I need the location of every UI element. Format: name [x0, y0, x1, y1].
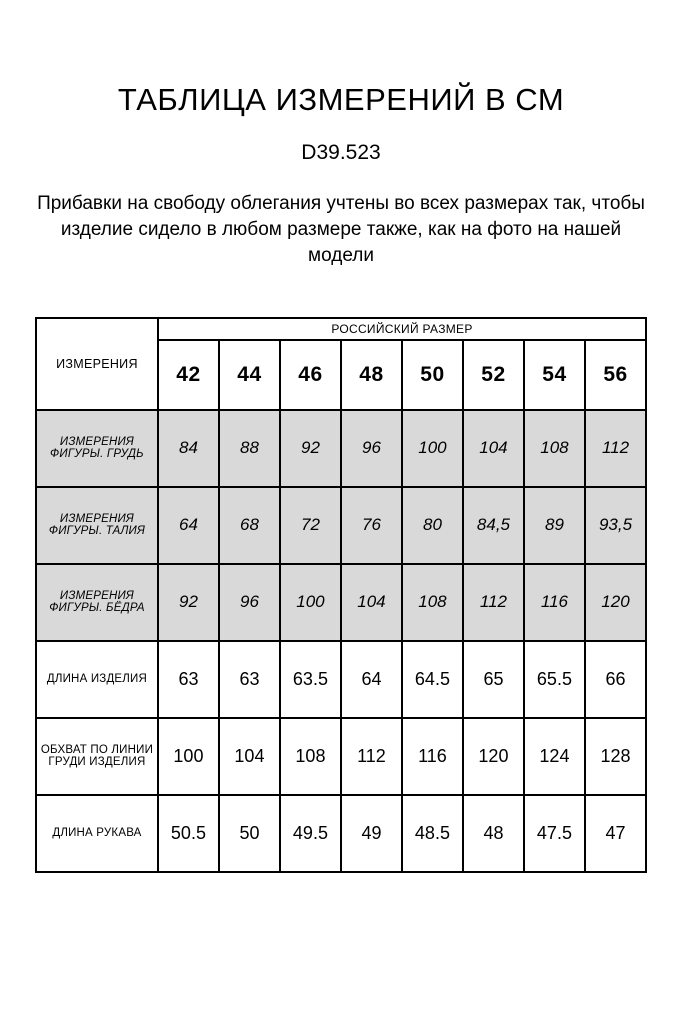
measurement-value: 108: [402, 564, 463, 641]
size-column-header: 48: [341, 340, 402, 410]
measurement-value: 124: [524, 718, 585, 795]
russian-size-header: РОССИЙСКИЙ РАЗМЕР: [158, 318, 646, 340]
table-row-bust: [36, 410, 646, 487]
size-column-header: 50: [402, 340, 463, 410]
group-header-row: [36, 318, 646, 340]
measurements-header: ИЗМЕРЕНИЯ: [36, 318, 158, 410]
measurements-table: [35, 317, 647, 873]
table-row-chest-girth: [36, 718, 646, 795]
row-label: ДЛИНА ИЗДЕЛИЯ: [36, 641, 158, 718]
size-column-header: 42: [158, 340, 219, 410]
measurement-value: 64: [158, 487, 219, 564]
measurement-value: 76: [341, 487, 402, 564]
table-row-hips: [36, 564, 646, 641]
measurement-value: 116: [524, 564, 585, 641]
size-column-header: 54: [524, 340, 585, 410]
table-row-waist: [36, 487, 646, 564]
measurement-value: 72: [280, 487, 341, 564]
measurement-value: 66: [585, 641, 646, 718]
measurement-value: 63.5: [280, 641, 341, 718]
measurement-value: 92: [158, 564, 219, 641]
article-code: D39.523: [301, 140, 381, 164]
measurement-value: 50.5: [158, 795, 219, 872]
measurement-value: 104: [463, 410, 524, 487]
row-label: ОБХВАТ ПО ЛИНИИ ГРУДИ ИЗДЕЛИЯ: [36, 718, 158, 795]
measurement-value: 96: [219, 564, 280, 641]
measurement-value: 104: [219, 718, 280, 795]
measurement-value: 88: [219, 410, 280, 487]
measurement-value: 65: [463, 641, 524, 718]
measurement-value: 49.5: [280, 795, 341, 872]
measurement-value: 104: [341, 564, 402, 641]
measurement-value: 120: [585, 564, 646, 641]
measurement-value: 112: [341, 718, 402, 795]
measurement-value: 100: [402, 410, 463, 487]
row-label: ИЗМЕРЕНИЯ ФИГУРЫ. БЁДРА: [36, 564, 158, 641]
measurement-value: 64.5: [402, 641, 463, 718]
size-column-header: 46: [280, 340, 341, 410]
measurement-value: 112: [585, 410, 646, 487]
table-row-sleeve-length: [36, 795, 646, 872]
measurement-value: 63: [219, 641, 280, 718]
table-row-item-length: [36, 641, 646, 718]
measurement-value: 47: [585, 795, 646, 872]
measurement-value: 63: [158, 641, 219, 718]
measurement-value: 128: [585, 718, 646, 795]
size-column-header: 44: [219, 340, 280, 410]
measurement-value: 93,5: [585, 487, 646, 564]
row-label: ИЗМЕРЕНИЯ ФИГУРЫ. ТАЛИЯ: [36, 487, 158, 564]
measurement-value: 84: [158, 410, 219, 487]
measurement-value: 100: [158, 718, 219, 795]
measurement-value: 112: [463, 564, 524, 641]
measurement-value: 50: [219, 795, 280, 872]
measurement-value: 108: [280, 718, 341, 795]
row-label: ИЗМЕРЕНИЯ ФИГУРЫ. ГРУДЬ: [36, 410, 158, 487]
measurement-value: 48: [463, 795, 524, 872]
measurement-value: 100: [280, 564, 341, 641]
fit-note: Прибавки на свободу облегания учтены во всех размерах так, чтобы изделие сидело в любом размере также, как на фото на нашей модели: [37, 192, 645, 266]
size-column-header: 52: [463, 340, 524, 410]
measurement-value: 47.5: [524, 795, 585, 872]
measurement-value: 65.5: [524, 641, 585, 718]
measurement-value: 80: [402, 487, 463, 564]
page-title: ТАБЛИЦА ИЗМЕРЕНИЙ В СМ: [117, 82, 565, 117]
measurement-value: 108: [524, 410, 585, 487]
measurement-value: 64: [341, 641, 402, 718]
measurement-value: 68: [219, 487, 280, 564]
row-label: ДЛИНА РУКАВА: [36, 795, 158, 872]
measurement-value: 92: [280, 410, 341, 487]
measurement-value: 84,5: [463, 487, 524, 564]
measurement-value: 48.5: [402, 795, 463, 872]
size-column-header: 56: [585, 340, 646, 410]
measurement-value: 116: [402, 718, 463, 795]
measurement-value: 96: [341, 410, 402, 487]
measurement-value: 49: [341, 795, 402, 872]
measurement-value: 120: [463, 718, 524, 795]
measurement-value: 89: [524, 487, 585, 564]
